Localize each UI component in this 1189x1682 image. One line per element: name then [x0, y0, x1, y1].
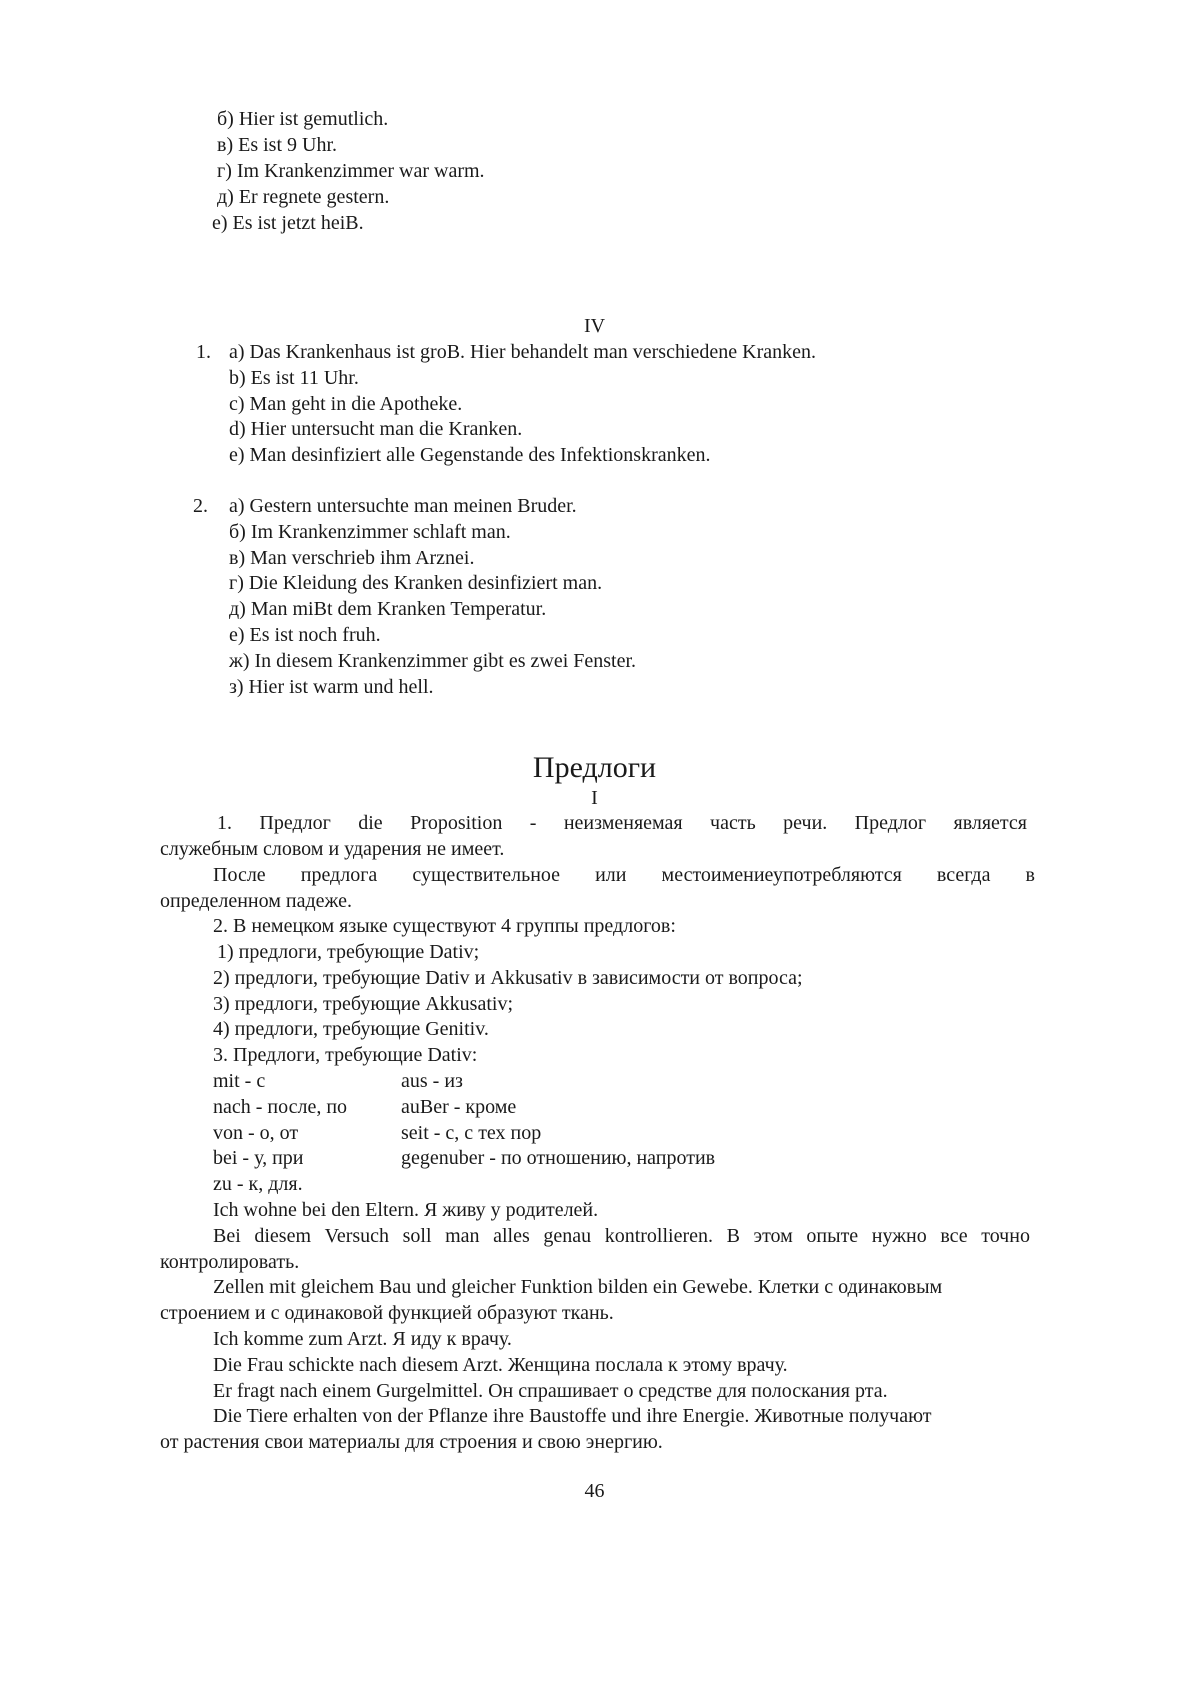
preposition-left: bei - у, при [213, 1147, 304, 1169]
preposition-right: seit - с, с тех пор [401, 1122, 542, 1144]
answer-line: д) Er regnete gestern. [217, 186, 390, 208]
word: местоимениеупотребляются [661, 864, 902, 886]
answer-line: c) Man geht in die Apotheke. [229, 393, 463, 415]
answer-line: ж) In diesem Krankenzimmer gibt es zwei Fenster. [229, 650, 637, 672]
word: После [213, 864, 266, 886]
group-item: 3) предлоги, требующие Akkusativ; [213, 993, 514, 1015]
paragraph-line: служебным словом и ударения не имеет. [160, 838, 505, 860]
answer-line: a) Das Krankenhaus ist groB. Hier behandelt man verschiedene Kranken. [229, 341, 817, 363]
answer-line: в) Man verschrieb ihm Arznei. [229, 547, 475, 569]
preposition-left: nach - после, по [213, 1096, 348, 1118]
answer-line: з) Hier ist warm und hell. [229, 676, 434, 698]
word: этом [753, 1225, 793, 1247]
word: все [940, 1225, 968, 1247]
word: die [358, 812, 383, 834]
paragraph-line: 2. В немецком языке существуют 4 группы предлогов: [213, 915, 676, 937]
example-line: контролировать. [160, 1251, 300, 1273]
group-item: 2) предлоги, требующие Dativ и Akkusativ в зависимости от вопроса; [213, 967, 803, 989]
example-line: Die Frau schickte nach diesem Arzt. Женщина послала к этому врачу. [213, 1354, 788, 1376]
answer-line: d) Hier untersucht man die Kranken. [229, 418, 523, 440]
preposition-left: mit - с [213, 1070, 266, 1092]
preposition-right: aus - из [401, 1070, 463, 1092]
word: Предлог [854, 812, 927, 834]
answer-line: e) Es ist jetzt heiB. [212, 212, 364, 234]
word: Proposition [410, 812, 503, 834]
paragraph-line: 3. Предлоги, требующие Dativ: [213, 1044, 478, 1066]
group-item: 1) предлоги, требующие Dativ; [217, 941, 480, 963]
word: речи. [783, 812, 828, 834]
word: всегда [936, 864, 991, 886]
example-line: Zellen mit gleichem Bau und gleicher Funktion bilden ein Gewebe. Клетки с одинаковым [213, 1276, 943, 1298]
paragraph-line-justified [213, 862, 1035, 888]
page-number: 46 [584, 1480, 605, 1502]
word: kontrollieren. [604, 1225, 713, 1247]
word: - [529, 812, 537, 834]
answer-line: д) Man miBt dem Kranken Temperatur. [229, 598, 547, 620]
example-line: строением и с одинаковой функцией образуют ткань. [160, 1302, 614, 1324]
word: diesem [254, 1225, 312, 1247]
word: является [953, 812, 1027, 834]
preposition-left: zu - к, для. [213, 1173, 303, 1195]
item-number: 1. [196, 341, 211, 363]
word: в [1025, 864, 1035, 886]
answer-line: b) Es ist 11 Uhr. [229, 367, 359, 389]
word: В [726, 1225, 740, 1247]
section-title: Предлоги [532, 751, 657, 784]
word: soll [402, 1225, 432, 1247]
word: неизменяемая [563, 812, 683, 834]
preposition-left: von - о, от [213, 1122, 299, 1144]
group-item: 4) предлоги, требующие Genitiv. [213, 1018, 489, 1040]
section-heading-iv: IV [583, 315, 606, 337]
word: нужно [871, 1225, 927, 1247]
preposition-right: auBer - кроме [401, 1096, 517, 1118]
paragraph-line-justified [213, 1223, 1030, 1249]
word: опыте [806, 1225, 859, 1247]
word: genau [543, 1225, 592, 1247]
item-number: 2. [193, 495, 208, 517]
word: точно [981, 1225, 1030, 1247]
word: Предлог [259, 812, 331, 834]
paragraph-line-justified [217, 810, 1027, 836]
example-line: Die Tiere erhalten von der Pflanze ihre Baustoffe und ihre Energie. Животные получают [213, 1405, 932, 1427]
word: или [595, 864, 627, 886]
answer-line: б) Hier ist gemutlich. [217, 108, 389, 130]
answer-line: г) Die Kleidung des Kranken desinfiziert man. [229, 572, 603, 594]
preposition-right: gegenuber - по отношению, напротив [401, 1147, 716, 1169]
answer-line: б) Im Krankenzimmer schlaft man. [229, 521, 511, 543]
answer-line: e) Man desinfiziert alle Gegenstande des Infektionskranken. [229, 444, 711, 466]
word: Versuch [324, 1225, 390, 1247]
example-line: Ich komme zum Arzt. Я иду к врачу. [213, 1328, 512, 1350]
word: предлога [300, 864, 378, 886]
answer-line: a) Gestern untersuchte man meinen Bruder. [229, 495, 577, 517]
paragraph-line: определенном падеже. [160, 890, 352, 912]
word: часть [710, 812, 756, 834]
word: alles [493, 1225, 530, 1247]
word: 1. [217, 812, 232, 834]
example-line: от растения свои материалы для строения и свою энергию. [160, 1431, 663, 1453]
word: Bei [213, 1225, 241, 1247]
answer-line: в) Es ist 9 Uhr. [217, 134, 337, 156]
answer-line: e) Es ist noch fruh. [229, 624, 381, 646]
example-line: Ich wohne bei den Eltern. Я живу у родителей. [213, 1199, 599, 1221]
example-line: Er fragt nach einem Gurgelmittel. Он спрашивает о средстве для полоскания рта. [213, 1380, 888, 1402]
word: существительное [412, 864, 561, 886]
word: man [445, 1225, 480, 1247]
section-subheading: I [591, 787, 598, 809]
answer-line: г) Im Krankenzimmer war warm. [217, 160, 485, 182]
